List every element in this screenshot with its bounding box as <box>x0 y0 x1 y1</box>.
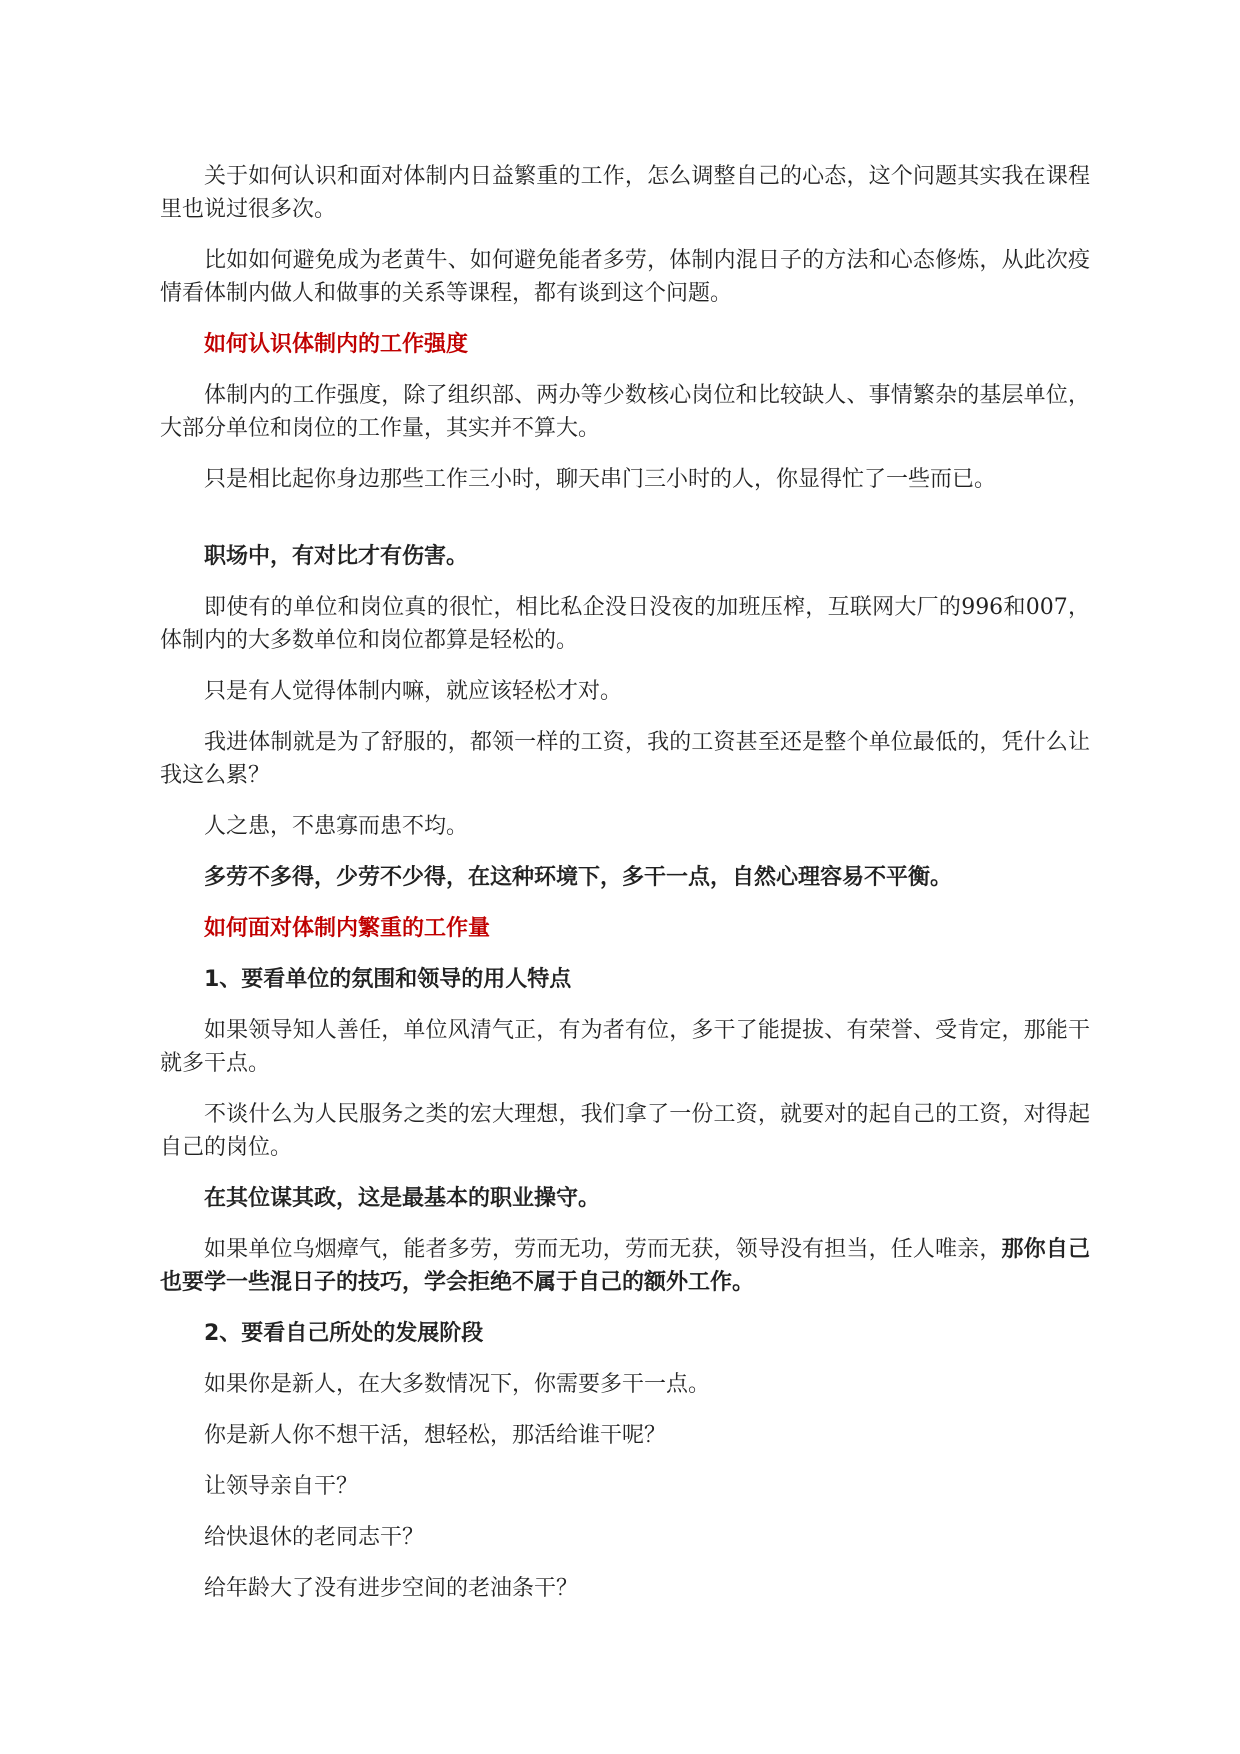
paragraph-bad-unit <box>160 1233 1090 1299</box>
bold-statement-imbalance: 多劳不多得，少劳不少得，在这种环境下，多干一点，自然心理容易不平衡。 <box>204 865 953 890</box>
paragraph-private-sector: 即使有的单位和岗位真的很忙，相比私企没日没夜的加班压榨，互联网大厂的996和007，体制内的大多数单位和岗位都算是轻松的。 <box>160 595 1090 653</box>
bold-statement-professional-ethics: 在其位谋其政，这是最基本的职业操守。 <box>204 1186 601 1211</box>
paragraph-leader-do: 让领导亲自干？ <box>204 1474 359 1499</box>
paragraph-bad-unit-text: 如果单位乌烟瘴气，能者多劳，劳而无功，劳而无获，领导没有担当，任人唯亲， <box>204 1237 1002 1262</box>
subheading-development-stage: 2、要看自己所处的发展阶段 <box>204 1321 484 1346</box>
paragraph-proverb: 人之患，不患寡而患不均。 <box>204 814 469 839</box>
paragraph-old-hand: 给年龄大了没有进步空间的老油条干？ <box>204 1576 579 1601</box>
paragraph-comparison: 只是相比起你身边那些工作三小时，聊天串门三小时的人，你显得忙了一些而已。 <box>204 467 997 492</box>
paragraph-why-tired: 我进体制就是为了舒服的，都领一样的工资，我的工资甚至还是整个单位最低的，凭什么让我这么累？ <box>160 730 1090 788</box>
section-heading-work-intensity: 如何认识体制内的工作强度 <box>204 332 469 357</box>
paragraph-expect-easy: 只是有人觉得体制内嘛，就应该轻松才对。 <box>204 679 623 704</box>
paragraph-work-intensity: 体制内的工作强度，除了组织部、两办等少数核心岗位和比较缺人、事情繁杂的基层单位，大部分单位和岗位的工作量，其实并不算大。 <box>160 383 1090 441</box>
bold-statement-comparison: 职场中，有对比才有伤害。 <box>204 544 469 569</box>
paragraph-bad-unit-bold: 那你自己也要学一些混日子的技巧，学会拒绝不属于自己的额外工作。 <box>160 1237 1090 1295</box>
paragraph-retiring-colleague: 给快退休的老同志干？ <box>204 1525 425 1550</box>
section-heading-heavy-workload: 如何面对体制内繁重的工作量 <box>204 916 491 941</box>
paragraph-newcomer: 如果你是新人，在大多数情况下，你需要多干一点。 <box>204 1372 711 1397</box>
paragraph-salary-duty: 不谈什么为人民服务之类的宏大理想，我们拿了一份工资，就要对的起自己的工资，对得起自己的岗位。 <box>160 1102 1090 1160</box>
paragraph-who-does-work: 你是新人你不想干活，想轻松，那活给谁干呢？ <box>204 1423 667 1448</box>
paragraph-good-leader: 如果领导知人善任，单位风清气正，有为者有位，多干了能提拔、有荣誉、受肯定，那能干就多干点。 <box>160 1018 1090 1076</box>
paragraph-intro: 关于如何认识和面对体制内日益繁重的工作，怎么调整自己的心态，这个问题其实我在课程里也说过很多次。 <box>160 164 1090 222</box>
document-page <box>160 160 1090 1623</box>
paragraph-examples: 比如如何避免成为老黄牛、如何避免能者多劳，体制内混日子的方法和心态修炼，从此次疫情看体制内做人和做事的关系等课程，都有谈到这个问题。 <box>160 248 1090 306</box>
subheading-unit-atmosphere: 1、要看单位的氛围和领导的用人特点 <box>204 967 572 992</box>
